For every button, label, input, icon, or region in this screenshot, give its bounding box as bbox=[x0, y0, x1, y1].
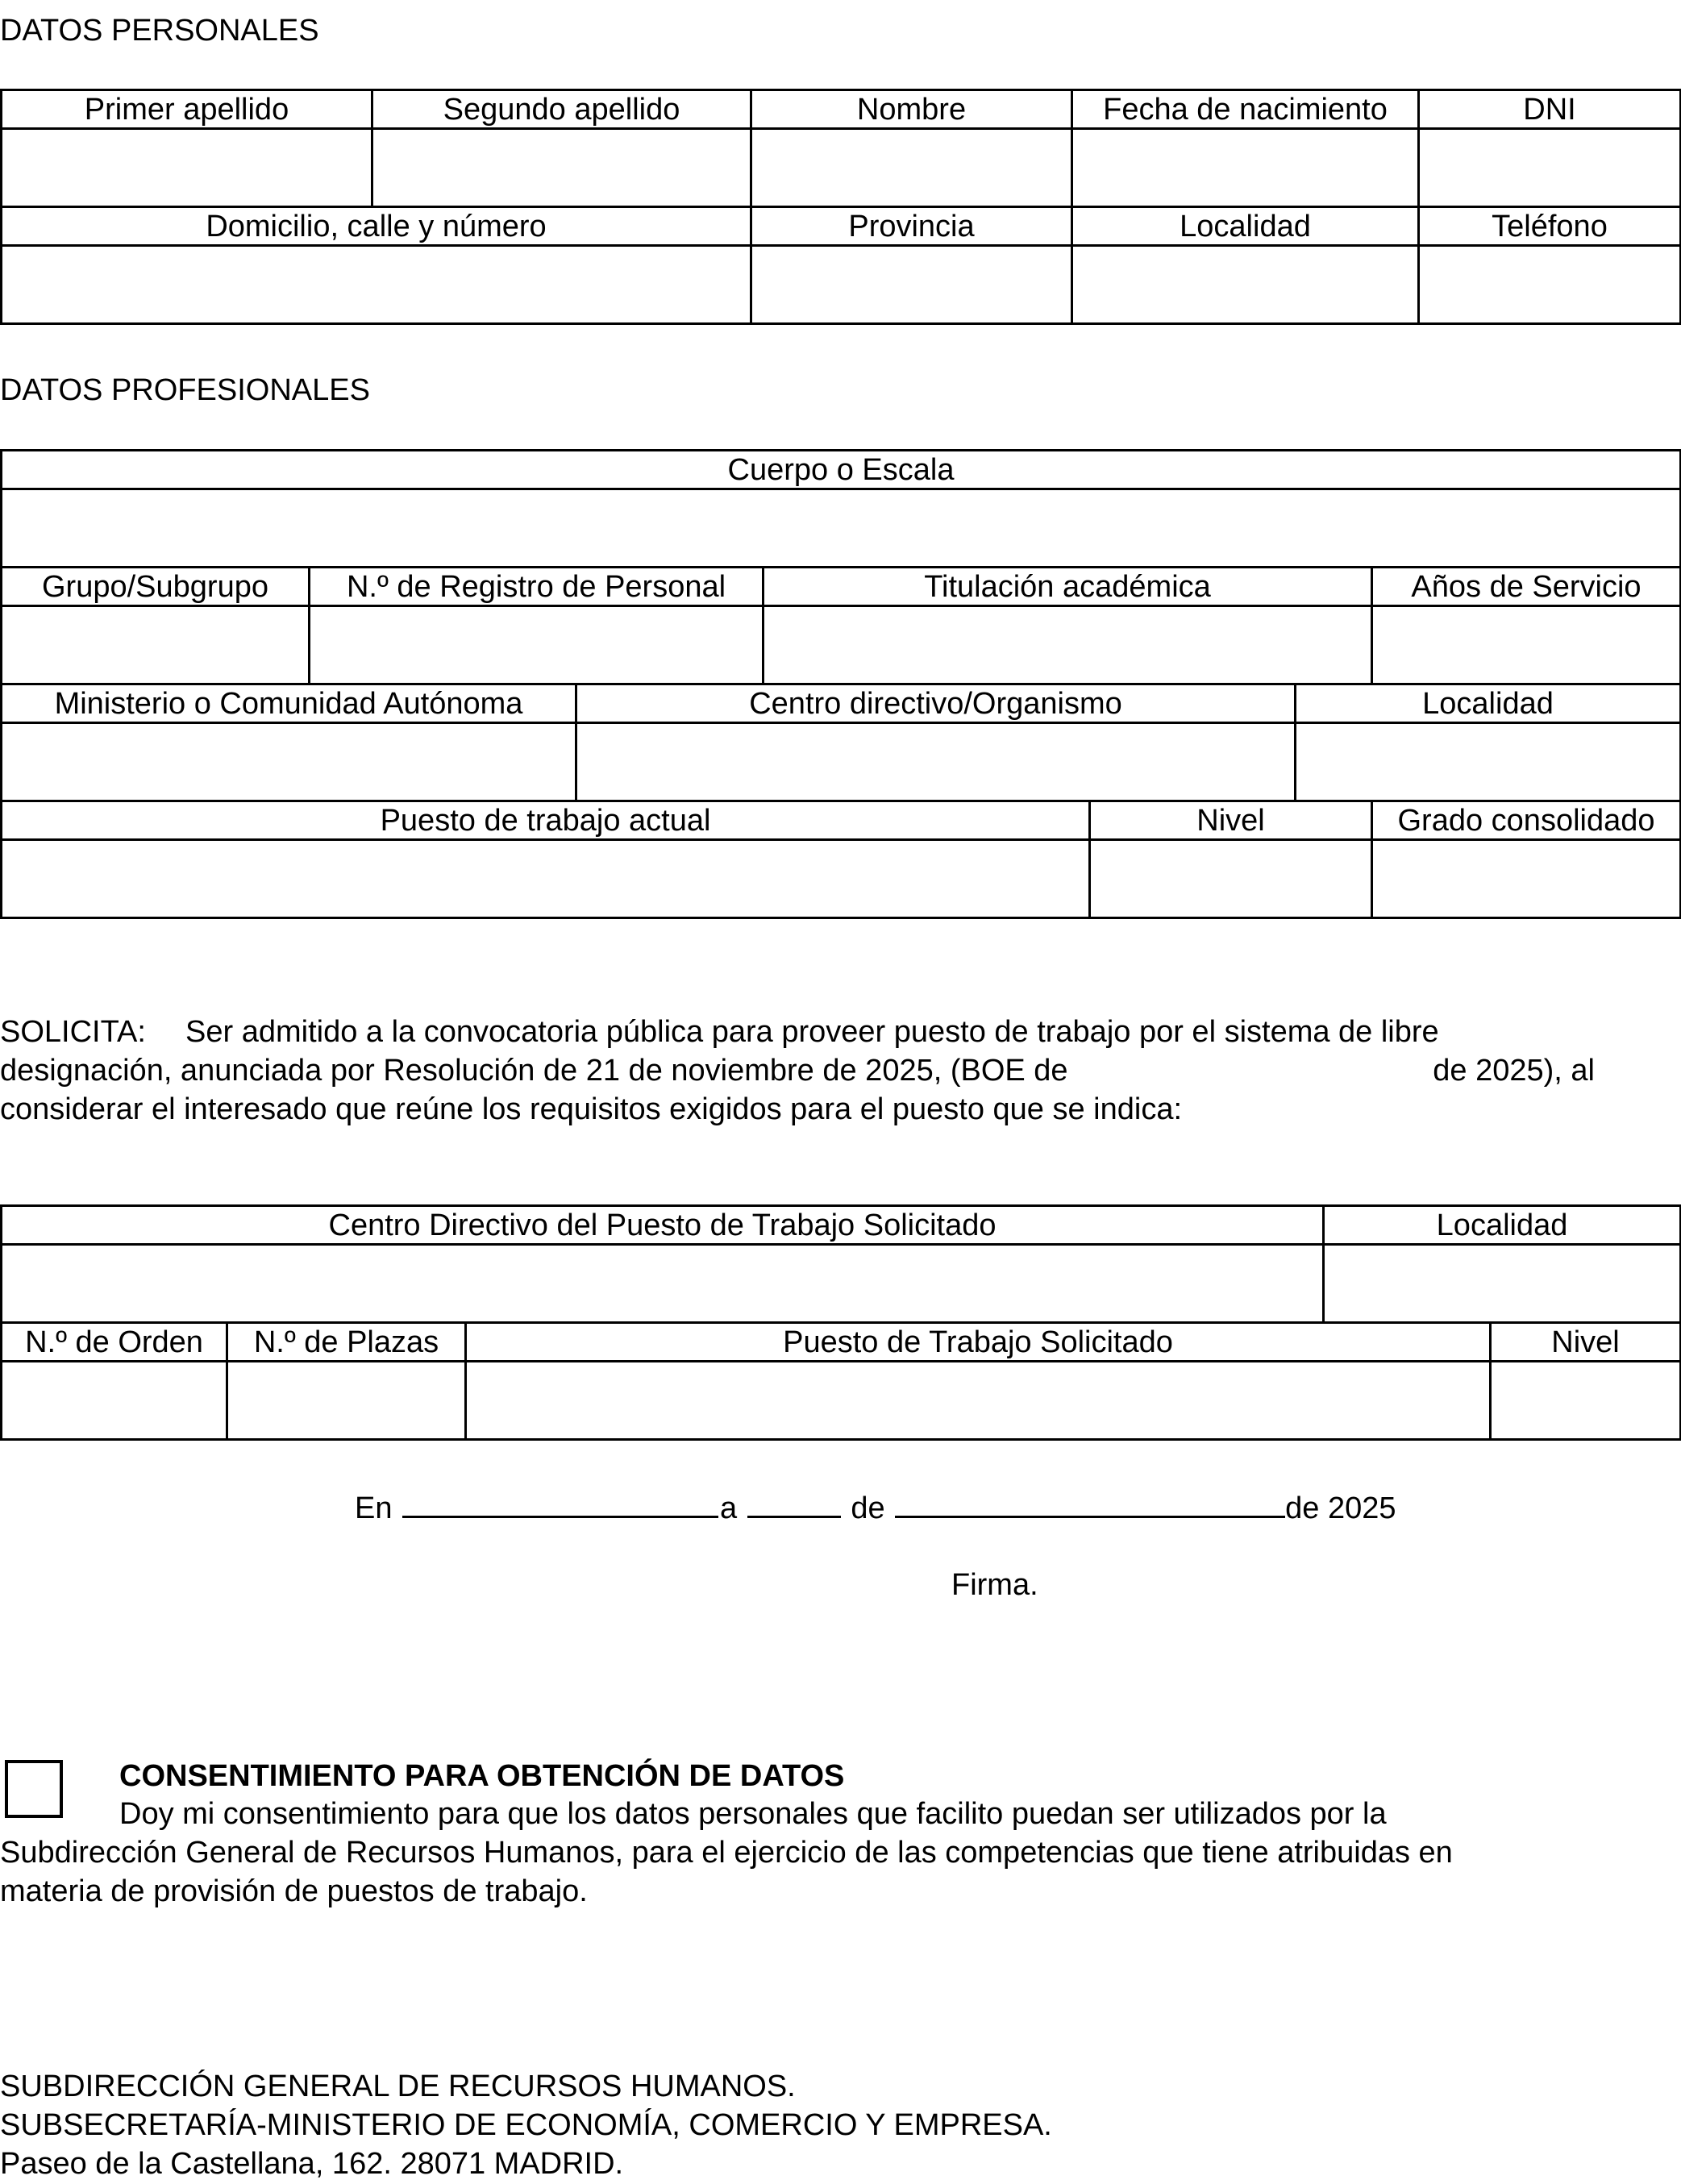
header-segundo-apellido: Segundo apellido bbox=[372, 90, 751, 129]
field-fecha-nacimiento[interactable] bbox=[1072, 129, 1419, 207]
signature-date-line bbox=[355, 1490, 1396, 1526]
field-ministerio[interactable] bbox=[2, 723, 576, 801]
footer-address bbox=[0, 2067, 1052, 2183]
field-nivel[interactable] bbox=[1090, 840, 1372, 918]
field-registro-personal[interactable] bbox=[310, 606, 764, 684]
header-centro-directivo: Centro directivo/Organismo bbox=[576, 684, 1296, 723]
personal-data-table bbox=[0, 89, 1681, 325]
signature-label: Firma. bbox=[951, 1568, 1038, 1602]
field-puesto-solicitado[interactable] bbox=[466, 1362, 1491, 1440]
date-year-label: de 2025 bbox=[1285, 1491, 1396, 1525]
header-nivel-solicitado: Nivel bbox=[1491, 1323, 1681, 1362]
solicita-line1: Ser admitido a la convocatoria pública para proveer puesto de trabajo por el sistema de libre bbox=[185, 1015, 1439, 1049]
header-numero-plazas: N.º de Plazas bbox=[227, 1323, 466, 1362]
header-provincia: Provincia bbox=[751, 207, 1072, 246]
consent-line2: Subdirección General de Recursos Humanos, para el ejercicio de las competencias que tiene atribuidas en bbox=[0, 1836, 1453, 1870]
consent-line1-text: Doy mi consentimiento para que los datos personales que facilito puedan ser utilizados por la bbox=[119, 1797, 1387, 1831]
section-title-personal: DATOS PERSONALES bbox=[0, 14, 319, 48]
solicita-line2-a: designación, anunciada por Resolución de 21 de noviembre de 2025, (BOE de bbox=[0, 1054, 1068, 1088]
field-centro-directivo[interactable] bbox=[576, 723, 1296, 801]
solicita-line3: considerar el interesado que reúne los requisitos exigidos para el puesto que se indica: bbox=[0, 1092, 1183, 1126]
header-numero-orden: N.º de Orden bbox=[2, 1323, 227, 1362]
header-registro-personal: N.º de Registro de Personal bbox=[310, 568, 764, 606]
section-title-professional: DATOS PROFESIONALES bbox=[0, 373, 370, 407]
field-localidad-solicitado[interactable] bbox=[1324, 1245, 1681, 1323]
field-titulacion[interactable] bbox=[764, 606, 1372, 684]
header-grado-consolidado: Grado consolidado bbox=[1372, 801, 1681, 840]
field-numero-orden[interactable] bbox=[2, 1362, 227, 1440]
header-domicilio: Domicilio, calle y número bbox=[2, 207, 751, 246]
header-cuerpo-escala: Cuerpo o Escala bbox=[2, 451, 1681, 489]
header-puesto-actual: Puesto de trabajo actual bbox=[2, 801, 1090, 840]
date-de-label: de bbox=[851, 1491, 885, 1525]
date-day-blank[interactable] bbox=[747, 1490, 841, 1518]
field-localidad-prof[interactable] bbox=[1296, 723, 1681, 801]
header-nivel: Nivel bbox=[1090, 801, 1372, 840]
consent-title: CONSENTIMIENTO PARA OBTENCIÓN DE DATOS bbox=[119, 1759, 845, 1793]
header-fecha-nacimiento: Fecha de nacimiento bbox=[1072, 90, 1419, 129]
header-localidad-prof: Localidad bbox=[1296, 684, 1681, 723]
footer-line1: SUBDIRECCIÓN GENERAL DE RECURSOS HUMANOS. bbox=[0, 2070, 796, 2103]
footer-line2: SUBSECRETARÍA-MINISTERIO DE ECONOMÍA, COMERCIO Y EMPRESA. bbox=[0, 2108, 1052, 2142]
field-provincia[interactable] bbox=[751, 246, 1072, 324]
header-anos-servicio: Años de Servicio bbox=[1372, 568, 1681, 606]
field-puesto-actual[interactable] bbox=[2, 840, 1090, 918]
field-primer-apellido[interactable] bbox=[2, 129, 372, 207]
date-place-blank[interactable] bbox=[402, 1490, 718, 1518]
header-dni: DNI bbox=[1419, 90, 1681, 129]
field-telefono[interactable] bbox=[1419, 246, 1681, 324]
header-localidad-solicitado: Localidad bbox=[1324, 1206, 1681, 1245]
field-cuerpo-escala[interactable] bbox=[2, 489, 1681, 568]
date-month-blank[interactable] bbox=[895, 1490, 1285, 1518]
solicita-paragraph bbox=[0, 1013, 1595, 1129]
date-a-label: a bbox=[720, 1491, 738, 1525]
solicita-line2-b: de 2025), al bbox=[1433, 1054, 1595, 1088]
field-centro-directivo-solicitado[interactable] bbox=[2, 1245, 1324, 1323]
field-dni[interactable] bbox=[1419, 129, 1681, 207]
field-anos-servicio[interactable] bbox=[1372, 606, 1681, 684]
header-localidad: Localidad bbox=[1072, 207, 1419, 246]
professional-data-table bbox=[0, 449, 1681, 919]
consent-line1 bbox=[0, 1795, 1595, 1833]
header-nombre: Nombre bbox=[751, 90, 1072, 129]
header-telefono: Teléfono bbox=[1419, 207, 1681, 246]
header-puesto-solicitado: Puesto de Trabajo Solicitado bbox=[466, 1323, 1491, 1362]
field-grado-consolidado[interactable] bbox=[1372, 840, 1681, 918]
consent-line3: materia de provisión de puestos de trabajo. bbox=[0, 1874, 588, 1908]
header-primer-apellido: Primer apellido bbox=[2, 90, 372, 129]
consent-paragraph bbox=[0, 1795, 1595, 1911]
header-titulacion: Titulación académica bbox=[764, 568, 1372, 606]
requested-position-table bbox=[0, 1204, 1681, 1441]
header-ministerio: Ministerio o Comunidad Autónoma bbox=[2, 684, 576, 723]
date-en-label: En bbox=[355, 1491, 393, 1525]
solicita-label: SOLICITA: bbox=[0, 1015, 146, 1049]
field-domicilio[interactable] bbox=[2, 246, 751, 324]
header-grupo-subgrupo: Grupo/Subgrupo bbox=[2, 568, 310, 606]
field-localidad[interactable] bbox=[1072, 246, 1419, 324]
field-numero-plazas[interactable] bbox=[227, 1362, 466, 1440]
footer-line3: Paseo de la Castellana, 162. 28071 MADRID. bbox=[0, 2147, 624, 2181]
field-segundo-apellido[interactable] bbox=[372, 129, 751, 207]
header-centro-directivo-solicitado: Centro Directivo del Puesto de Trabajo Solicitado bbox=[2, 1206, 1324, 1245]
field-grupo-subgrupo[interactable] bbox=[2, 606, 310, 684]
field-nombre[interactable] bbox=[751, 129, 1072, 207]
field-nivel-solicitado[interactable] bbox=[1491, 1362, 1681, 1440]
